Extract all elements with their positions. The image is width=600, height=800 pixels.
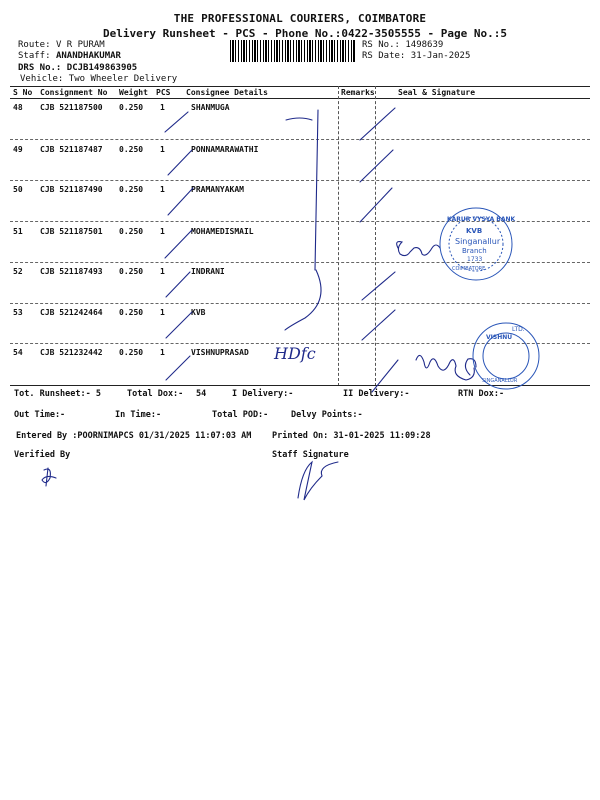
staff-label: Staff: [18,51,51,61]
row-signature [397,242,440,256]
delvy-points: Delvy Points:- [291,410,363,420]
row-consignment: CJB 521187490 [40,185,103,194]
row-weight: 0.250 [119,185,144,194]
row-consignee: PRAMANYAKAM [191,185,244,194]
signature-tick [372,360,398,392]
company-title: THE PROFESSIONAL COURIERS, COIMBATORE [173,12,427,25]
staff-value: ANANDHAKUMAR [55,51,121,61]
col-seal-signature: Seal & Signature [398,88,476,97]
signature-tick [166,272,190,297]
row-consignee: KVB [191,308,206,317]
col-consignee: Consignee Details [186,88,268,97]
col-pcs: PCS [156,88,171,97]
row-consignment: CJB 521187501 [40,227,103,236]
company-seal-place: SINGANALLUR [482,378,518,384]
route-value: V R PURAM [55,40,105,50]
verified-mark [42,468,56,486]
row-weight: 0.250 [119,267,144,276]
row-consignment: CJB 521187487 [40,145,103,154]
signature-stroke [285,270,321,330]
total-pod: Total POD:- [212,410,269,420]
staff-signature [298,462,338,500]
row-consignee: PONNAMARAWATHI [191,145,259,154]
ii-delivery: II Delivery:- [343,389,410,399]
row-pcs: 1 [160,145,165,154]
rtn-dox: RTN Dox:- [458,389,505,399]
entered-by: Entered By :POORNIMAPCS 01/31/2025 11:07:03 AM [16,431,252,441]
total-dox-value: 54 [196,389,207,399]
row-pcs: 1 [160,348,165,357]
company-seal-suffix: LTD. [512,326,525,333]
signature-tick [360,150,393,182]
row-consignee: VISHNUPRASAD [191,348,249,357]
row-pcs: 1 [160,308,165,317]
rs-no-label: RS No.: [362,40,400,50]
signature-tick [166,356,190,380]
signature-tick [362,310,395,340]
row-sno: 50 [13,185,23,194]
signature-tick [168,150,192,175]
vehicle-label: Vehicle: [20,74,64,84]
row-weight: 0.250 [119,227,144,236]
bank-seal-code: 1733 [467,256,483,263]
row-sno: 53 [13,308,23,317]
row-weight: 0.250 [119,103,144,112]
tot-runsheet: Tot. Runsheet:- 5 [14,389,101,399]
verified-by: Verified By [14,450,71,460]
row-consignee: SHANMUGA [191,103,230,112]
bank-seal-branch-label: Branch [462,247,487,255]
signature-tick [165,230,192,258]
out-time: Out Time:- [14,410,66,420]
route-label: Route: [18,40,51,50]
row-weight: 0.250 [119,348,144,357]
signature-tick [362,272,395,300]
total-dox-label: Total Dox:- [127,389,184,399]
runsheet-subtitle: Delivery Runsheet - PCS - Phone No.:0422-3505555 - Page No.:5 [103,27,507,40]
row-pcs: 1 [160,103,165,112]
rs-no-value: 1498639 [405,40,444,50]
col-sno: S No [13,88,33,97]
rs-date-value: 31-Jan-2025 [410,51,471,61]
signature-stroke [315,110,318,270]
row-pcs: 1 [160,227,165,236]
col-weight: Weight [119,88,148,97]
printed-on: Printed On: 31-01-2025 11:09:28 [272,431,431,441]
vehicle-value: Two Wheeler Delivery [68,74,178,84]
signature-tick [165,112,188,132]
in-time: In Time:- [115,410,162,420]
bank-seal-name: KARUR VYSYA BANK [447,216,516,223]
drs-value: DCJB149863905 [66,63,138,73]
staff-signature-label: Staff Signature [272,450,349,460]
row-sno: 49 [13,145,23,154]
row-consignee: INDRANI [191,267,225,276]
bank-seal-branch-name: Singanallur [455,237,501,246]
signature-tick [360,188,392,222]
bank-seal-logo: KVB [466,227,483,235]
handwritten-note: HDfc [274,344,316,363]
row-pcs: 1 [160,185,165,194]
row-consignment: CJB 521242464 [40,308,103,317]
row-sno: 48 [13,103,23,112]
row-weight: 0.250 [119,308,144,317]
signature-tick [360,108,395,140]
row-consignment: CJB 521187493 [40,267,103,276]
signature-stroke [286,118,312,120]
row-sno: 52 [13,267,23,276]
bank-seal-city: COIMBATORE [452,266,486,272]
row-pcs: 1 [160,267,165,276]
row-consignee: MOHAMEDISMAIL [191,227,254,236]
signature-tick [166,312,192,338]
drs-label: DRS No.: [18,63,62,73]
company-seal-name: VISHNU [486,334,513,341]
col-remarks: Remarks [341,88,375,97]
i-delivery: I Delivery:- [232,389,294,399]
rs-date-label: RS Date: [362,51,406,61]
signature-tick [168,188,193,215]
row-weight: 0.250 [119,145,144,154]
row-sno: 51 [13,227,23,236]
row-consignment: CJB 521187500 [40,103,103,112]
col-consignment: Consignment No [40,88,108,97]
row-consignment: CJB 521232442 [40,348,103,357]
row-sno: 54 [13,348,23,357]
